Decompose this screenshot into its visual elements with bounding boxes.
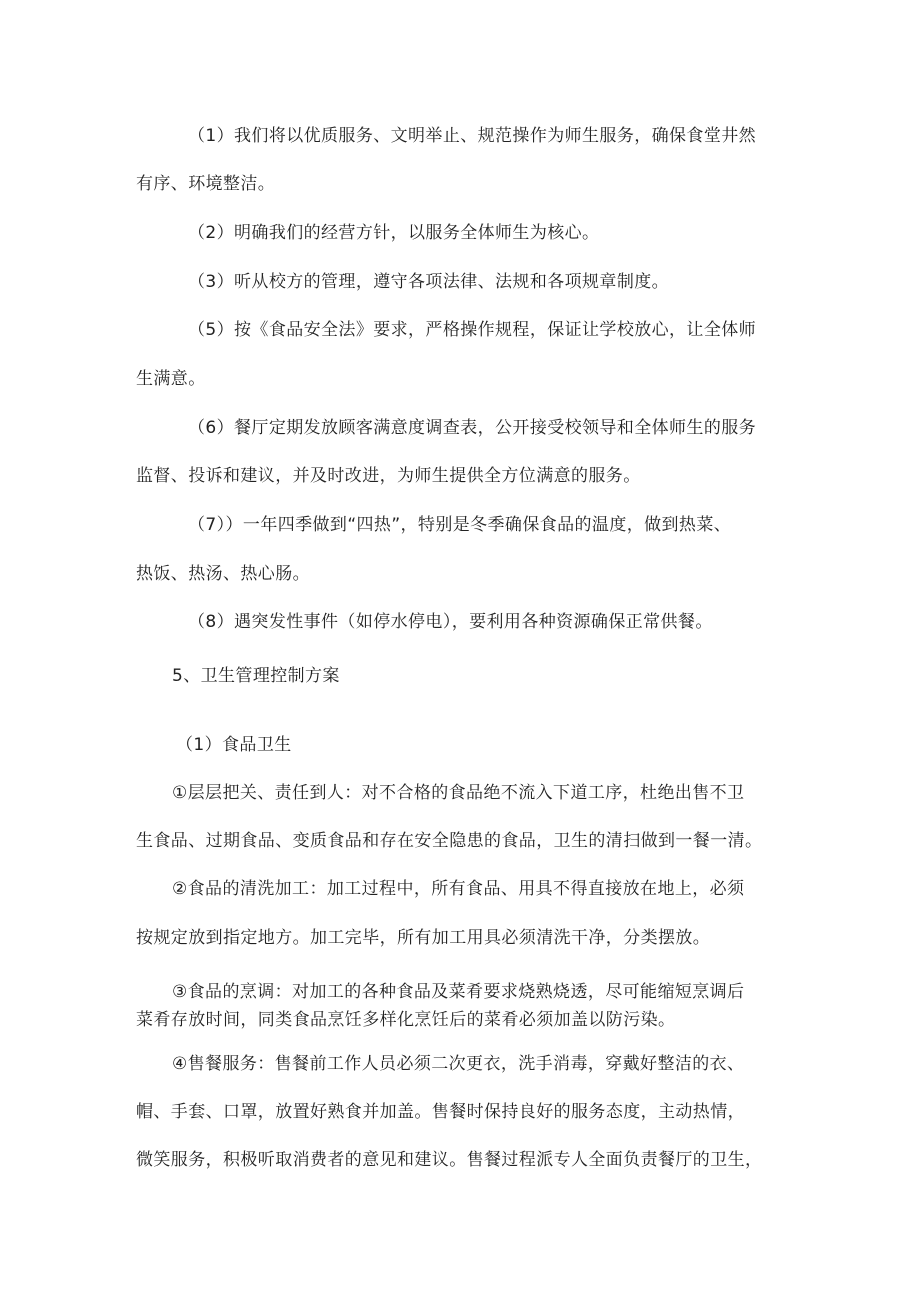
paragraph-6-line-1: （6）餐厅定期发放顾客满意度调查表，公开接受校领导和全体师生的服务 [188, 418, 757, 438]
paragraph-8-line-1: （8）遇突发性事件（如停水停电），要利用各种资源确保正常供餐。 [188, 612, 713, 632]
item-4-line-1: ④售餐服务：售餐前工作人员必须二次更衣，洗手消毒，穿戴好整洁的衣、 [172, 1054, 745, 1074]
paragraph-5-line-1: （5）按《食品安全法》要求，严格操作规程，保证让学校放心，让全体师 [188, 320, 757, 340]
item-1-line-1: ①层层把关、责任到人：对不合格的食品绝不流入下道工序，杜绝出售不卫 [172, 783, 745, 803]
section-heading-5: 5、卫生管理控制方案 [172, 666, 340, 686]
paragraph-7-line-2: 热饭、热汤、热心肠。 [136, 564, 310, 584]
paragraph-7-line-1: （7））一年四季做到“四热”，特别是冬季确保食品的温度，做到热菜、 [188, 515, 732, 535]
item-4-line-2: 帽、手套、口罩，放置好熟食并加盖。售餐时保持良好的服务态度，主动热情， [136, 1102, 745, 1122]
item-4-line-3: 微笑服务，积极听取消费者的意见和建议。售餐过程派专人全面负责餐厅的卫生， [136, 1150, 763, 1170]
paragraph-1-line-1: （1）我们将以优质服务、文明举止、规范操作为师生服务，确保食堂井然 [188, 126, 757, 146]
paragraph-2-line-1: （2）明确我们的经营方针，以服务全体师生为核心。 [188, 223, 600, 243]
item-3-line-2: 菜肴存放时间，同类食品烹饪多样化烹饪后的菜肴必须加盖以防污染。 [136, 1010, 676, 1030]
paragraph-6-line-2: 监督、投诉和建议，并及时改进，为师生提供全方位满意的服务。 [136, 466, 641, 486]
paragraph-1-line-2: 有序、环境整洁。 [136, 174, 276, 194]
item-3-line-1: ③食品的烹调：对加工的各种食品及菜肴要求烧熟烧透，尽可能缩短烹调后 [172, 982, 745, 1002]
item-1-line-2: 生食品、过期食品、变质食品和存在安全隐患的食品，卫生的清扫做到一餐一清。 [136, 831, 763, 851]
paragraph-3-line-1: （3）听从校方的管理，遵守各项法律、法规和各项规章制度。 [188, 272, 670, 292]
paragraph-5-line-2: 生满意。 [136, 369, 206, 389]
item-2-line-2: 按规定放到指定地方。加工完毕，所有加工用具必须清洗干净，分类摆放。 [136, 928, 711, 948]
item-2-line-1: ②食品的清洗加工：加工过程中，所有食品、用具不得直接放在地上，必须 [172, 879, 745, 899]
subsection-heading-food-hygiene: （1）食品卫生 [176, 735, 292, 755]
